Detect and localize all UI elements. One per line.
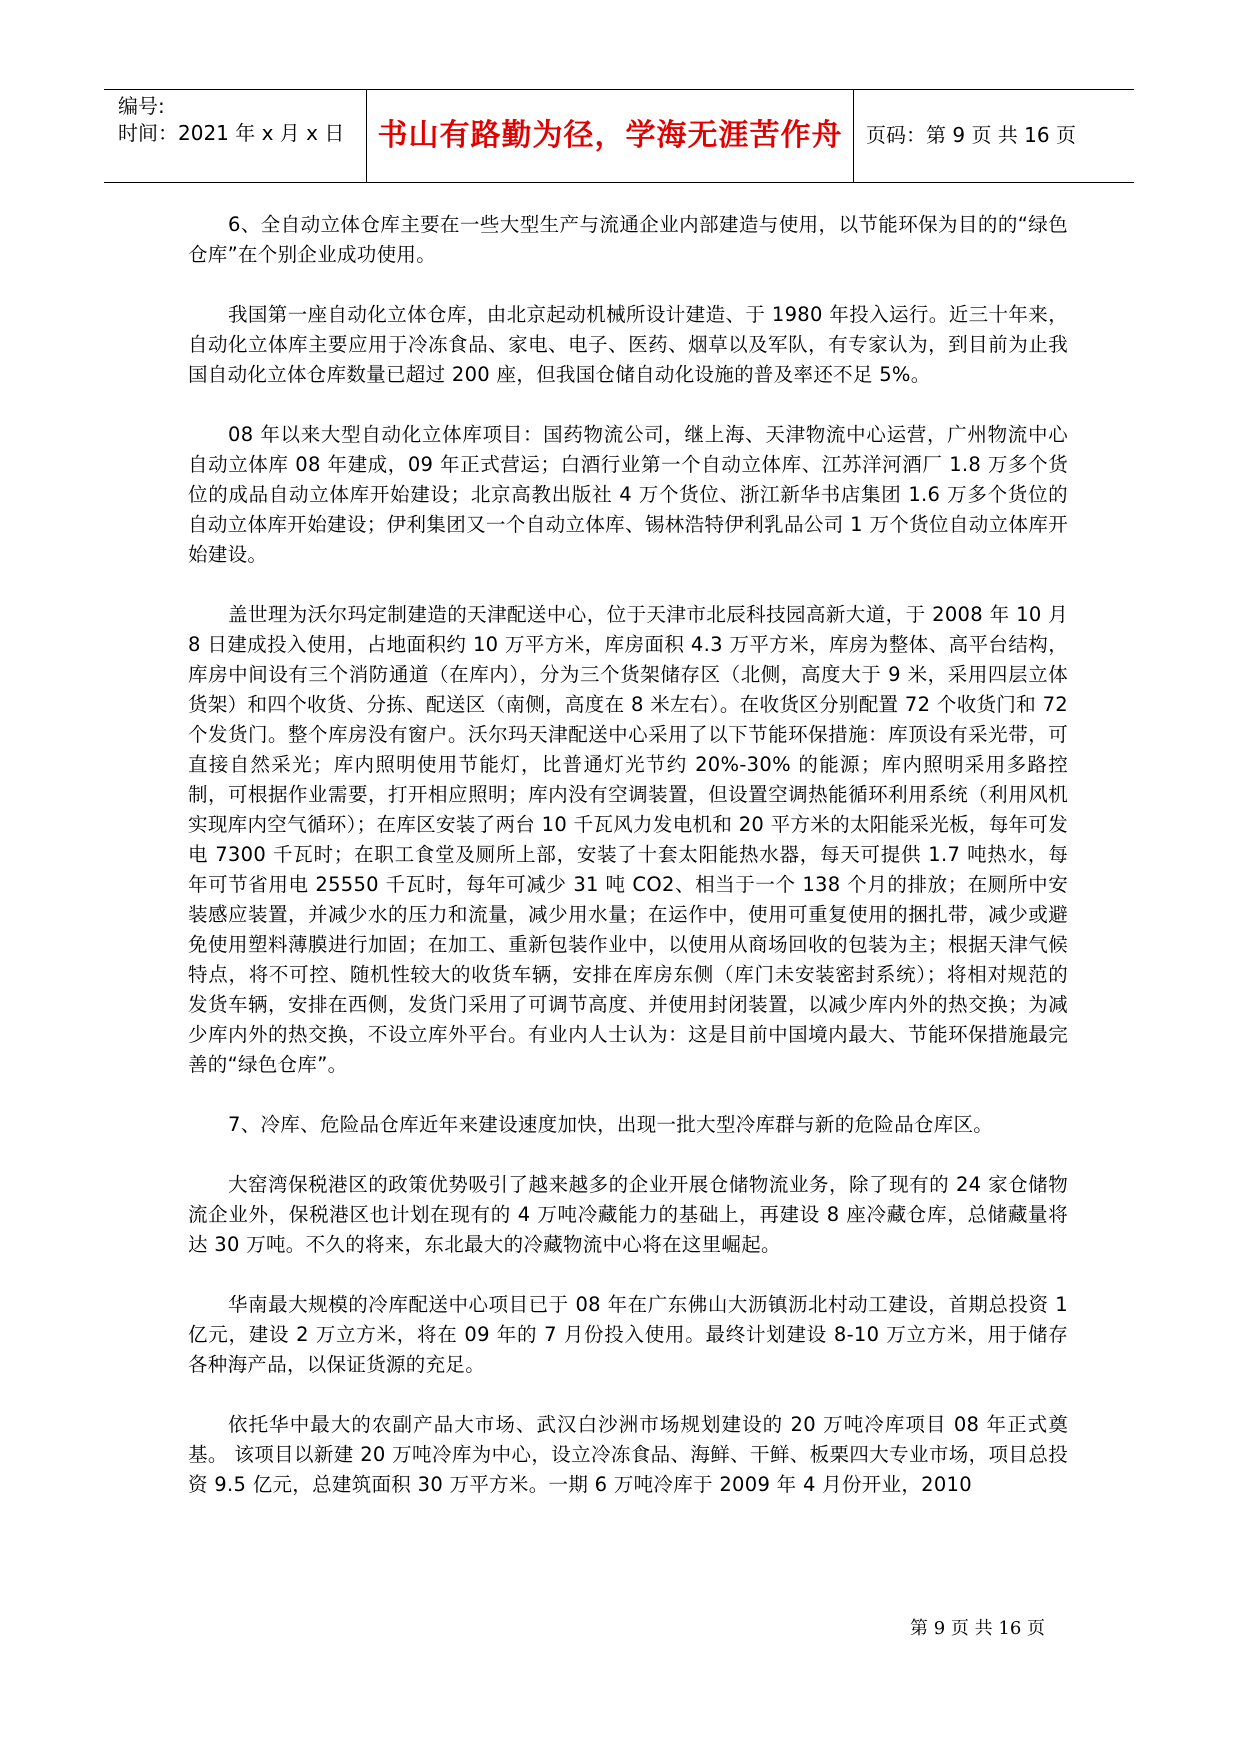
header-motto-cell [367,90,854,182]
paragraph: 盖世理为沃尔玛定制建造的天津配送中心，位于天津市北辰科技园高新大道，于 2008 年 10 月 8 日建成投入使用，占地面积约 10 万平方米，库房面积 4.3 万平方米，库房为整体、高平台结构，库房中间设有三个消防通道（在库内），分为三个货架储存区（北侧，高度大于 9 米，采用四层立体货架）和四个收货、分拣、配送区（南侧，高度在 8 米左右）。在收货区分别配置 72 个收货门和 72 个发货门。整个库房没有窗户。沃尔玛天津配送中心采用了以下节能环保措施：库顶设有采光带，可直接自然采光；库内照明使用节能灯，比普通灯光节约 20%-30% 的能源；库内照明采用多路控制，可根据作业需要，打开相应照明；库内没有空调装置，但设置空调热能循环利用系统（利用风机实现库内空气循环）；在库区安装了两台 10 千瓦风力发电机和 20 平方米的太阳能采光板，每年可发电 7300 千瓦时；在职工食堂及厕所上部，安装了十套太阳能热水器，每天可提供 1.7 吨热水，每年可节省用电 25550 千瓦时，每年可减少 31 吨 CO2、相当于一个 138 个月的排放；在厕所中安装感应装置，并减少水的压力和流量，减少用水量；在运作中，使用可重复使用的捆扎带，减少或避免使用塑料薄膜进行加固；在加工、重新包装作业中，以使用从商场回收的包装为主；根据天津气候特点，将不可控、随机性较大的收货车辆，安排在库房东侧（库门未安装密封系统）；将相对规范的发货车辆，安排在西侧，发货门采用了可调节高度、并使用封闭装置，以减少库内外的热交换；为减少库内外的热交换，不设立库外平台。有业内人士认为：这是目前中国境内最大、节能环保措施最完善的“绿色仓库”。 [188,603,1068,1076]
paragraph: 华南最大规模的冷库配送中心项目已于 08 年在广东佛山大沥镇沥北村动工建设，首期总投资 1 亿元，建设 2 万立方米，将在 09 年的 7 月份投入使用。最终计划建设 8-10 万立方米，用于储存各种海产品，以保证货源的充足。 [188,1293,1068,1376]
document-body [188,210,1068,1530]
paragraph: 我国第一座自动化立体仓库，由北京起动机械所设计建造、于 1980 年投入运行。近三十年来，自动化立体库主要应用于冷冻食品、家电、电子、医药、烟草以及军队，有专家认为，到目前为止我国自动化立体仓库数量已超过 200 座，但我国仓储自动化设施的普及率还不足 5%。 [188,303,1068,386]
date-label: 时间：2021 年 x 月 x 日 [118,121,345,145]
paragraph: 大窑湾保税港区的政策优势吸引了越来越多的企业开展仓储物流业务，除了现有的 24 家仓储物流企业外，保税港区也计划在现有的 4 万吨冷藏能力的基础上，再建设 8 座冷藏仓库，总储藏量将达 30 万吨。不久的将来，东北最大的冷藏物流中心将在这里崛起。 [188,1173,1068,1256]
paragraph: 依托华中最大的农副产品大市场、武汉白沙洲市场规划建设的 20 万吨冷库项目 08 年正式奠基。 该项目以新建 20 万吨冷库为中心，设立冷冻食品、海鲜、干鲜、板栗四大专业市场，项目总投资 9.5 亿元，总建筑面积 30 万平方米。一期 6 万吨冷库于 2009 年 4 月份开业，2010 [188,1413,1068,1496]
paragraph: 08 年以来大型自动化立体库项目：国药物流公司，继上海、天津物流中心运营，广州物流中心自动立体库 08 年建成，09 年正式营运；白酒行业第一个自动立体库、江苏洋河酒厂 1.8 万多个货位的成品自动立体库开始建设；北京高教出版社 4 万个货位、浙江新华书店集团 1.6 万多个货位的自动立体库开始建设；伊利集团又一个自动立体库、锡林浩特伊利乳品公司 1 万个货位自动立体库开始建设。 [188,423,1068,566]
header-meta-cell [104,90,367,182]
serial-label: 编号: [118,94,165,118]
paragraph: 7、冷库、危险品仓库近年来建设速度加快，出现一批大型冷库群与新的危险品仓库区。 [228,1113,994,1136]
header-page-cell [854,90,1134,182]
header-page-info: 页码：第 9 页 共 16 页 [866,123,1076,147]
motto: 书山有路勤为径，学海无涯苦作舟 [377,118,843,153]
paragraph: 6、全自动立体仓库主要在一些大型生产与流通企业内部建造与使用，以节能环保为目的的“绿色仓库”在个别企业成功使用。 [188,213,1068,266]
page-header [104,89,1134,183]
page-footer: 第 9 页 共 16 页 [910,1618,1045,1639]
